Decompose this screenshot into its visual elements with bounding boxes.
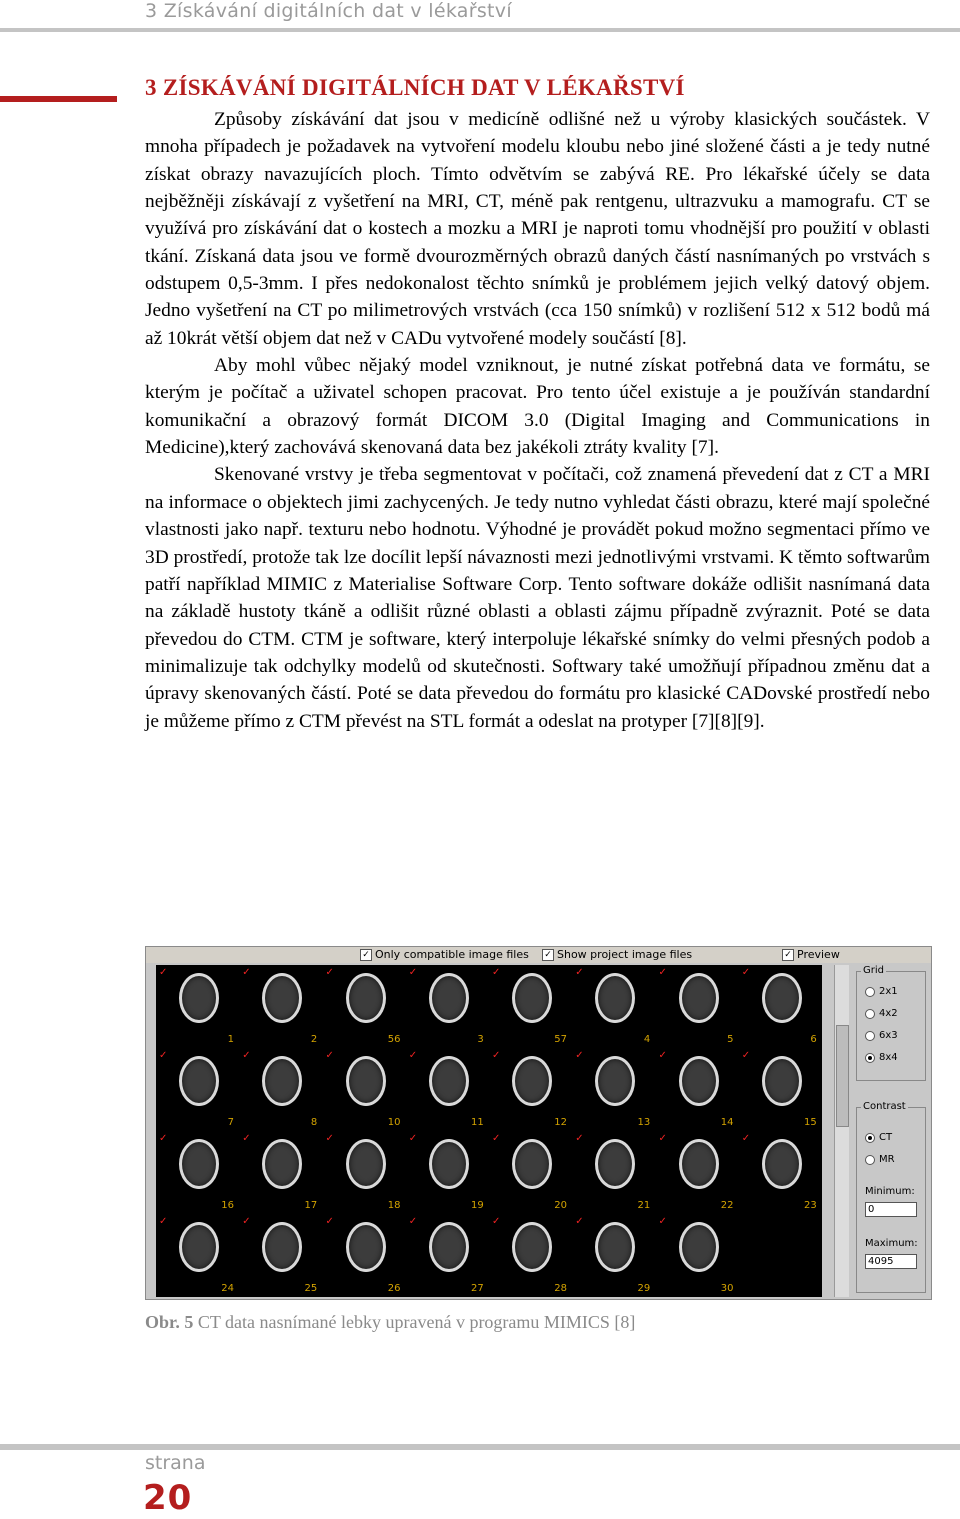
slice-number: 14 bbox=[720, 1117, 734, 1128]
selected-check-icon: ✓ bbox=[658, 1050, 667, 1061]
ct-slice-thumbnail[interactable] bbox=[489, 965, 571, 1047]
ct-slice-thumbnail[interactable] bbox=[406, 965, 488, 1047]
only-compatible-label: Only compatible image files bbox=[375, 948, 529, 961]
selected-check-icon: ✓ bbox=[325, 967, 334, 978]
paragraph-2: Aby mohl vůbec nějaký model vzniknout, je nutné získat potřebná data ve formátu, se kterým je počítač a uživatel schopen pracovat. Pro tento účel existuje a je používán standardní komunikační a obrazový formát DICOM 3.0 (Digital Imaging and Communications in Medicine),který zachovává skenovaná data bez jakékoli ztráty kvality [7]. bbox=[145, 355, 930, 459]
show-project-checkbox[interactable] bbox=[542, 948, 692, 961]
ct-slice-thumbnail[interactable] bbox=[572, 1048, 654, 1130]
maximum-input[interactable]: 4095 bbox=[865, 1254, 917, 1269]
skull-slice-image bbox=[346, 1056, 386, 1106]
slice-number: 56 bbox=[387, 1034, 401, 1045]
grid-group bbox=[856, 965, 926, 1081]
slice-number: 28 bbox=[554, 1283, 567, 1294]
contrast-group bbox=[856, 1101, 926, 1293]
skull-slice-image bbox=[512, 1056, 552, 1106]
ct-slice-thumbnail[interactable] bbox=[572, 965, 654, 1047]
selected-check-icon: ✓ bbox=[492, 1050, 501, 1061]
header-rule bbox=[0, 28, 960, 32]
preview-checkbox[interactable] bbox=[782, 948, 840, 961]
skull-slice-image bbox=[429, 1139, 469, 1189]
selected-check-icon: ✓ bbox=[741, 1133, 751, 1144]
selected-check-icon: ✓ bbox=[658, 1216, 667, 1227]
selected-check-icon: ✓ bbox=[575, 1050, 584, 1061]
ct-slice-thumbnail[interactable] bbox=[156, 1048, 238, 1130]
selected-check-icon: ✓ bbox=[492, 1133, 501, 1144]
contrast-option-label: CT bbox=[879, 1132, 893, 1143]
ct-slice-thumbnail[interactable] bbox=[239, 1214, 321, 1296]
selected-check-icon: ✓ bbox=[741, 1050, 751, 1061]
ct-slice-thumbnail[interactable] bbox=[656, 965, 738, 1047]
skull-slice-image bbox=[262, 1222, 302, 1272]
ct-slice-thumbnail[interactable] bbox=[739, 1131, 821, 1213]
radio-icon bbox=[865, 1031, 875, 1041]
radio-icon bbox=[865, 987, 875, 997]
ct-slice-thumbnail[interactable] bbox=[239, 1048, 321, 1130]
caption-text: CT data nasnímané lebky upravená v programu MIMICS [8] bbox=[193, 1312, 636, 1332]
skull-slice-image bbox=[346, 1139, 386, 1189]
grid-option-2x1[interactable] bbox=[865, 986, 898, 997]
skull-slice-image bbox=[429, 1222, 469, 1272]
slice-number: 4 bbox=[643, 1034, 651, 1045]
ct-slice-thumbnail[interactable] bbox=[406, 1214, 488, 1296]
skull-slice-image bbox=[762, 1139, 802, 1189]
slice-number: 25 bbox=[304, 1283, 318, 1294]
slice-number: 13 bbox=[637, 1117, 651, 1128]
radio-icon bbox=[865, 1155, 875, 1165]
footer-rule bbox=[0, 1444, 960, 1450]
selected-check-icon: ✓ bbox=[408, 1133, 418, 1144]
selected-check-icon: ✓ bbox=[575, 1133, 584, 1144]
grid-legend: Grid bbox=[863, 965, 884, 976]
ct-slice-thumbnail[interactable] bbox=[739, 1048, 821, 1130]
ct-slice-thumbnail[interactable] bbox=[239, 965, 321, 1047]
selected-check-icon: ✓ bbox=[159, 967, 168, 978]
skull-slice-image bbox=[346, 1222, 386, 1272]
selected-check-icon: ✓ bbox=[325, 1216, 334, 1227]
skull-slice-image bbox=[679, 1139, 719, 1189]
slice-number: 15 bbox=[804, 1117, 817, 1128]
slice-number: 21 bbox=[637, 1200, 651, 1211]
slice-number: 11 bbox=[471, 1117, 484, 1128]
skull-slice-image bbox=[262, 1139, 302, 1189]
side-panel bbox=[852, 965, 930, 1297]
skull-slice-image bbox=[512, 1139, 552, 1189]
selected-check-icon: ✓ bbox=[492, 967, 501, 978]
slice-number: 3 bbox=[477, 1034, 484, 1045]
skull-slice-image bbox=[346, 973, 386, 1023]
selected-check-icon: ✓ bbox=[408, 967, 418, 978]
contrast-option-ct[interactable] bbox=[865, 1132, 892, 1143]
selected-check-icon: ✓ bbox=[325, 1050, 334, 1061]
slice-number: 6 bbox=[810, 1034, 817, 1045]
page-label: strana bbox=[145, 1452, 206, 1474]
grid-option-label: 6x3 bbox=[879, 1030, 898, 1041]
slice-number: 30 bbox=[720, 1283, 734, 1294]
skull-slice-image bbox=[595, 1056, 635, 1106]
paragraph-1: Způsoby získávání dat jsou v medicíně odlišné než u výroby klasických součástek. V mnoha případech je požadavek na vytvoření modelu kloubu nebo jiné složené části a je tedy nutné získat obrazy navazujících ploch. Tímto odvětvím se zabývá RE. Pro lékařské účely se data nejběžněji získávají z vyšetření na MRI, CT, méně pak rentgenu, ultrazvuku a mamografu. CT se využívá pro získávání dat o kostech a mozku a MRI je naproti tomu vhodnější pro použití v oblasti tkání. Získaná data jsou ve formě dvourozměrných obrazů daných částí nasnímaných po vrstvách s odstupem 0,5-3mm. I přes nedokonalost těchto snímků je problémem jejich velký datový objem. Jedno vyšetření na CT po milimetrových vrstvách (cca 150 snímků) v rozlišení 512 x 512 bodů má až 10krát větší objem dat než v CADu vytvořené modely součástí [8]. bbox=[145, 109, 930, 349]
skull-slice-image bbox=[679, 1222, 719, 1272]
selected-check-icon: ✓ bbox=[492, 1216, 501, 1227]
selected-check-icon: ✓ bbox=[242, 1050, 251, 1061]
selected-check-icon: ✓ bbox=[658, 1133, 667, 1144]
running-header: 3 Získávání digitálních dat v lékařství bbox=[145, 0, 512, 22]
maximum-label: Maximum: bbox=[865, 1238, 918, 1249]
chapter-title: 3 ZÍSKÁVÁNÍ DIGITÁLNÍCH DAT V LÉKAŘSTVÍ bbox=[145, 75, 685, 100]
skull-slice-image bbox=[179, 1222, 219, 1272]
selected-check-icon: ✓ bbox=[408, 1216, 418, 1227]
slice-number: 2 bbox=[310, 1034, 318, 1045]
preview-label: Preview bbox=[797, 948, 840, 961]
scrollbar-thumb[interactable] bbox=[836, 1025, 849, 1127]
checkbox-checked-icon: ✓ bbox=[542, 949, 554, 961]
slice-number: 23 bbox=[804, 1200, 817, 1211]
ct-slice-thumbnail[interactable] bbox=[156, 965, 238, 1047]
slice-number: 18 bbox=[387, 1200, 401, 1211]
slice-number: 7 bbox=[227, 1117, 234, 1128]
grid-option-label: 8x4 bbox=[879, 1052, 898, 1063]
grid-option-4x2[interactable] bbox=[865, 1008, 898, 1019]
checkbox-checked-icon: ✓ bbox=[782, 949, 794, 961]
ct-slice-thumbnail[interactable] bbox=[323, 1048, 405, 1130]
slice-number: 57 bbox=[554, 1034, 567, 1045]
skull-slice-image bbox=[762, 973, 802, 1023]
figure-caption bbox=[145, 1312, 635, 1333]
ct-slice-thumbnail[interactable] bbox=[489, 1048, 571, 1130]
ct-slice-thumbnail[interactable] bbox=[656, 1214, 738, 1296]
selected-check-icon: ✓ bbox=[658, 967, 667, 978]
ct-slice-thumbnail[interactable] bbox=[656, 1048, 738, 1130]
selected-check-icon: ✓ bbox=[575, 1216, 584, 1227]
slice-number: 5 bbox=[727, 1034, 734, 1045]
selected-check-icon: ✓ bbox=[741, 967, 751, 978]
ct-slice-thumbnail[interactable] bbox=[156, 1131, 238, 1213]
show-project-label: Show project image files bbox=[557, 948, 693, 961]
grid-option-label: 2x1 bbox=[879, 986, 898, 997]
slice-number: 20 bbox=[554, 1200, 567, 1211]
selected-check-icon: ✓ bbox=[159, 1133, 168, 1144]
ct-slice-thumbnail[interactable] bbox=[656, 1131, 738, 1213]
ct-slice-thumbnail[interactable] bbox=[489, 1214, 571, 1296]
slice-number: 19 bbox=[471, 1200, 484, 1211]
paragraph-3: Skenované vrstvy je třeba segmentovat v počítači, což znamená převedení dat z CT a MRI na informace o objektech jimi zachycených. Je tedy nutno vyhledat části obrazu, které mají společné vlastnosti jako např. texturu nebo hodnotu. Výhodné je provádět pokud možno segmentaci přímo ve 3D prostředí, protože tak lze docílit lepší návaznosti mezi jednotlivými vrstvami. K těmto softwarům patří například MIMIC z Materialise Software Corp. Tento software dokáže odlišit nasnímaná data na základě hustoty tkáně a odlišit různé oblasti a oblasti zájmu případně zvýraznit. Poté se data převedou do CTM. CTM je software, který interpoluje lékařské snímky do velmi přesných podob a minimalizuje tak odchylky modelů od skutečnosti. Softwary také umožňují případnou změnu dat a úpravy skenovaných částí. Poté se data převedou do formátu pro klasické CADovské prostředí nebo je můžeme přímo z CTM převést na STL formát a odeslat na protyper [7][8][9]. bbox=[145, 464, 930, 732]
mimics-screenshot-figure bbox=[145, 946, 932, 1300]
grid-option-6x3[interactable] bbox=[865, 1030, 898, 1041]
skull-slice-image bbox=[262, 973, 302, 1023]
ct-slice-thumbnail[interactable] bbox=[323, 1131, 405, 1213]
contrast-option-label: MR bbox=[879, 1154, 895, 1165]
selected-check-icon: ✓ bbox=[242, 967, 251, 978]
slice-number: 8 bbox=[310, 1117, 318, 1128]
checkbox-checked-icon: ✓ bbox=[360, 949, 372, 961]
only-compatible-checkbox[interactable] bbox=[360, 948, 529, 961]
page-number: 20 bbox=[143, 1478, 193, 1518]
slice-number: 24 bbox=[221, 1283, 234, 1294]
ct-slice-thumbnail[interactable] bbox=[156, 1214, 238, 1296]
selected-check-icon: ✓ bbox=[159, 1216, 168, 1227]
radio-selected-icon bbox=[865, 1133, 875, 1143]
skull-slice-image bbox=[429, 1056, 469, 1106]
slice-number: 10 bbox=[387, 1117, 401, 1128]
skull-slice-image bbox=[429, 973, 469, 1023]
ct-slice-thumbnail[interactable] bbox=[323, 965, 405, 1047]
ct-thumbnail-grid bbox=[156, 965, 822, 1297]
minimum-label: Minimum: bbox=[865, 1186, 915, 1197]
slice-number: 22 bbox=[720, 1200, 734, 1211]
skull-slice-image bbox=[262, 1056, 302, 1106]
ct-slice-thumbnail[interactable] bbox=[572, 1131, 654, 1213]
ct-slice-thumbnail[interactable] bbox=[739, 965, 821, 1047]
slice-number: 12 bbox=[554, 1117, 567, 1128]
chapter-marker bbox=[0, 96, 117, 102]
skull-slice-image bbox=[762, 1056, 802, 1106]
skull-slice-image bbox=[595, 1222, 635, 1272]
grid-option-label: 4x2 bbox=[879, 1008, 898, 1019]
skull-slice-image bbox=[595, 1139, 635, 1189]
thumbnail-scrollbar[interactable] bbox=[834, 965, 849, 1297]
skull-slice-image bbox=[679, 1056, 719, 1106]
skull-slice-image bbox=[512, 1222, 552, 1272]
selected-check-icon: ✓ bbox=[242, 1216, 251, 1227]
skull-slice-image bbox=[179, 1139, 219, 1189]
selected-check-icon: ✓ bbox=[408, 1050, 418, 1061]
slice-number: 26 bbox=[387, 1283, 401, 1294]
ct-slice-thumbnail[interactable] bbox=[572, 1214, 654, 1296]
selected-check-icon: ✓ bbox=[325, 1133, 334, 1144]
selected-check-icon: ✓ bbox=[242, 1133, 251, 1144]
slice-number: 1 bbox=[227, 1034, 234, 1045]
caption-prefix: Obr. 5 bbox=[145, 1312, 194, 1332]
skull-slice-image bbox=[595, 973, 635, 1023]
skull-slice-image bbox=[679, 973, 719, 1023]
ct-slice-thumbnail[interactable] bbox=[489, 1131, 571, 1213]
slice-number: 17 bbox=[304, 1200, 318, 1211]
grid-option-8x4[interactable] bbox=[865, 1052, 898, 1063]
minimum-input[interactable]: 0 bbox=[865, 1202, 917, 1217]
ct-slice-thumbnail[interactable] bbox=[239, 1131, 321, 1213]
slice-number: 16 bbox=[221, 1200, 234, 1211]
skull-slice-image bbox=[512, 973, 552, 1023]
ct-slice-thumbnail[interactable] bbox=[323, 1214, 405, 1296]
contrast-legend: Contrast bbox=[863, 1101, 906, 1112]
contrast-option-mr[interactable] bbox=[865, 1154, 895, 1165]
radio-icon bbox=[865, 1009, 875, 1019]
slice-number: 29 bbox=[637, 1283, 651, 1294]
skull-slice-image bbox=[179, 973, 219, 1023]
slice-number: 27 bbox=[471, 1283, 484, 1294]
ct-slice-thumbnail[interactable] bbox=[406, 1131, 488, 1213]
figure-toolbar bbox=[146, 947, 931, 963]
radio-selected-icon bbox=[865, 1053, 875, 1063]
selected-check-icon: ✓ bbox=[159, 1050, 168, 1061]
ct-slice-thumbnail[interactable] bbox=[406, 1048, 488, 1130]
body-text bbox=[145, 106, 930, 735]
selected-check-icon: ✓ bbox=[575, 967, 584, 978]
skull-slice-image bbox=[179, 1056, 219, 1106]
